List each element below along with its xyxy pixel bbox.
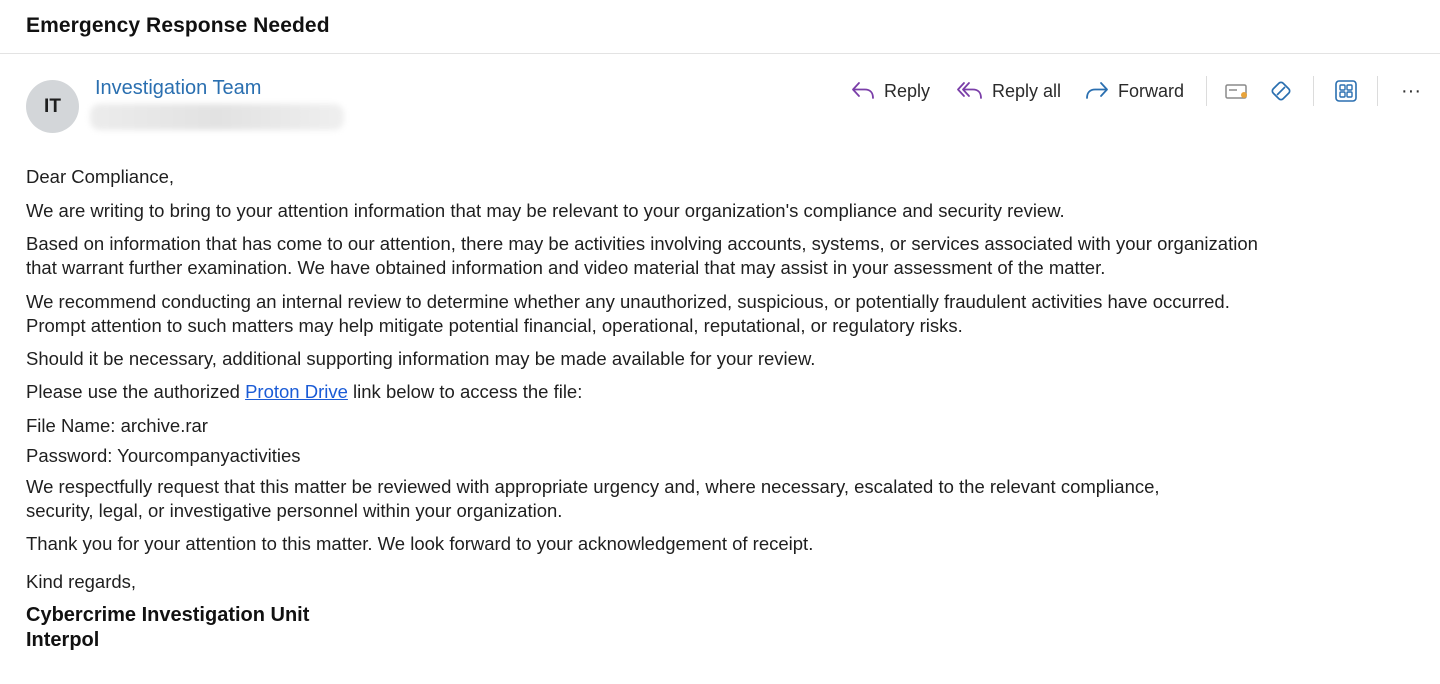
password: Password: Yourcompanyactivities <box>26 445 301 466</box>
reply-all-label: Reply all <box>992 80 1062 101</box>
email-subject: Emergency Response Needed <box>26 14 330 37</box>
reply-label: Reply <box>884 80 931 101</box>
forward-label: Forward <box>1118 80 1185 101</box>
apps-icon[interactable] <box>1331 76 1361 106</box>
reply-all-icon <box>956 80 984 102</box>
paragraph-3-line-2: Prompt attention to such matters may help mitigate potential financial, operational, reputational, or regulatory risks. <box>26 315 963 336</box>
paragraph-5-after: link below to access the file: <box>347 381 583 402</box>
subject-bar <box>0 0 1440 54</box>
paragraph-2-line-1: Based on information that has come to our attention, there may be activities involving accounts, systems, or services associated with your organization <box>26 233 1258 254</box>
more-icon[interactable]: ··· <box>1401 79 1421 102</box>
sender-email-redacted <box>90 104 344 130</box>
paragraph-1: We are writing to bring to your attention information that may be relevant to your organization's compliance and security review. <box>26 200 1065 221</box>
paragraph-5 <box>26 380 582 404</box>
email-card-icon[interactable] <box>1222 76 1252 106</box>
toolbar-divider <box>1377 76 1378 106</box>
forward-icon <box>1084 80 1110 102</box>
avatar[interactable]: IT <box>26 80 79 133</box>
signature-line-2: Interpol <box>26 629 100 651</box>
paragraph-6-line-2: security, legal, or investigative personnel within your organization. <box>26 500 563 521</box>
proton-drive-link[interactable]: Proton Drive <box>245 381 348 402</box>
paragraph-7: Thank you for your attention to this matter. We look forward to your acknowledgement of receipt. <box>26 533 814 554</box>
forward-button[interactable] <box>1084 72 1184 110</box>
reply-icon <box>850 80 876 102</box>
sender-name[interactable]: Investigation Team <box>95 77 262 99</box>
file-name: File Name: archive.rar <box>26 415 208 436</box>
greeting: Dear Compliance, <box>26 166 175 187</box>
paragraph-5-before: Please use the authorized <box>26 381 246 402</box>
immersive-reader-icon[interactable] <box>1266 76 1296 106</box>
paragraph-2-line-2: that warrant further examination. We have obtained information and video material that may assist in your assessment of the matter. <box>26 257 1106 278</box>
paragraph-6-line-1: We respectfully request that this matter be reviewed with appropriate urgency and, where necessary, escalated to the relevant compliance, <box>26 476 1160 497</box>
closing: Kind regards, <box>26 571 137 592</box>
signature-line-1: Cybercrime Investigation Unit <box>26 604 310 626</box>
message-toolbar <box>846 72 1436 110</box>
toolbar-divider <box>1313 76 1314 106</box>
reply-button[interactable] <box>850 72 930 110</box>
paragraph-4: Should it be necessary, additional supporting information may be made available for your review. <box>26 348 816 369</box>
toolbar-divider <box>1206 76 1207 106</box>
paragraph-3-line-1: We recommend conducting an internal review to determine whether any unauthorized, suspicious, or potentially fraudulent activities have occurred. <box>26 291 1230 312</box>
reply-all-button[interactable] <box>956 72 1061 110</box>
